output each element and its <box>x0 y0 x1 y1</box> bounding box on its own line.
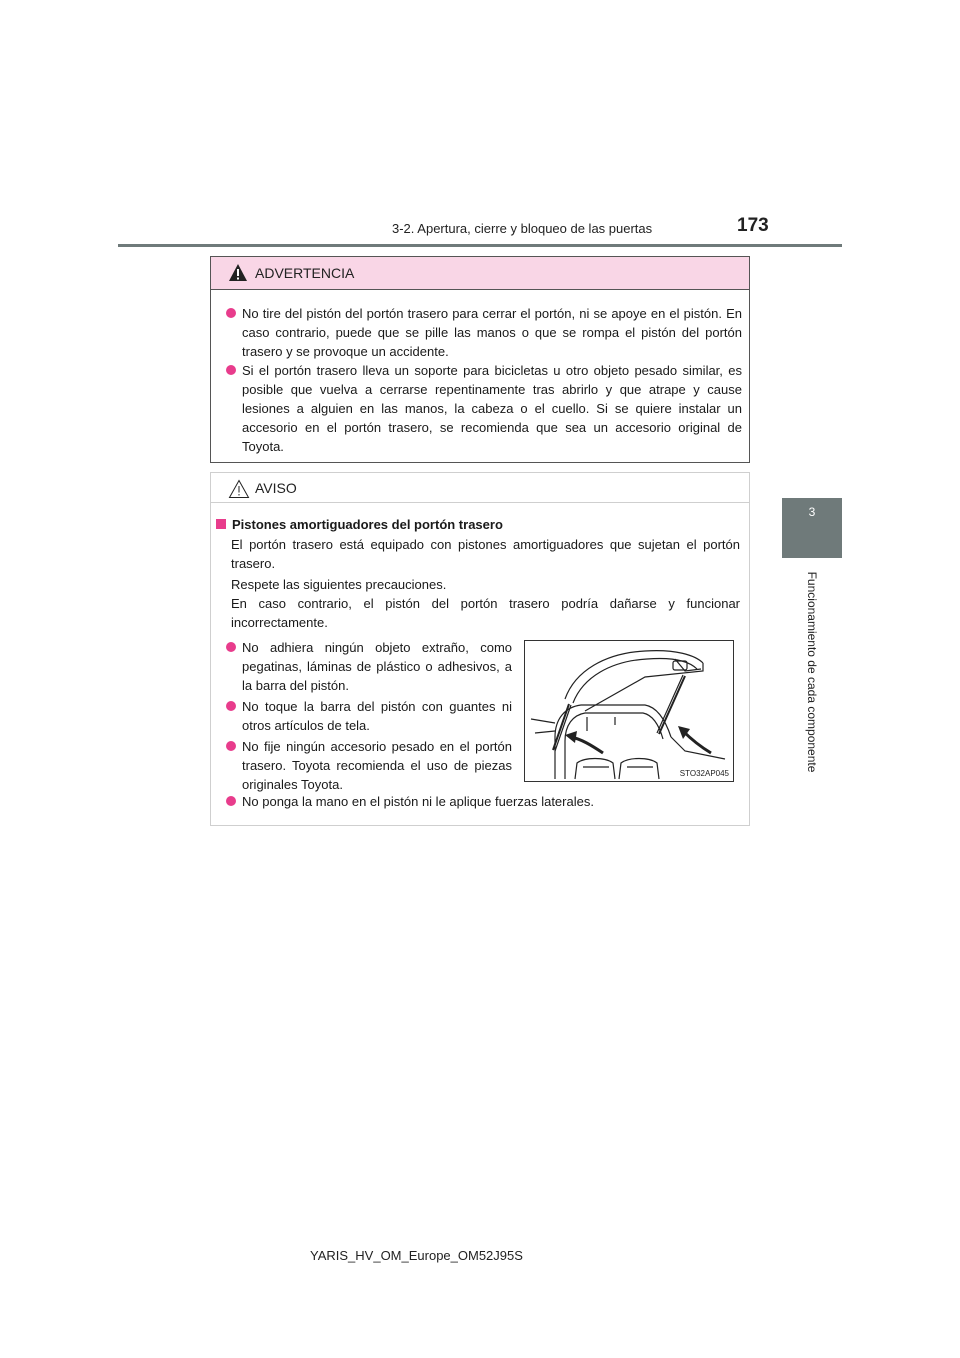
bullet-icon <box>226 308 236 318</box>
chapter-number: 3 <box>808 505 816 519</box>
notice-subheading: Pistones amortiguadores del portón trasero <box>216 515 736 534</box>
chapter-label: Funcionamiento de cada componente <box>805 571 819 773</box>
notice-item: No ponga la mano en el pistón ni le aplique fuerzas laterales. <box>226 792 736 811</box>
notice-paragraph: Respete las siguientes precauciones. <box>231 577 447 592</box>
illustration-code: STO32AP045 <box>679 769 729 778</box>
notice-header <box>211 473 749 503</box>
notice-item: No toque la barra del pistón con guantes ni otros artículos de tela. <box>226 697 512 735</box>
square-bullet-icon <box>216 519 226 529</box>
bullet-icon <box>226 642 236 652</box>
warning-item: No tire del pistón del portón trasero para cerrar el portón, ni se apoye en el pistón. En caso contrario, puede que se pille las manos o que se rompa el pistón del portón trasero y se provoque un accidente. <box>226 304 742 361</box>
document-id: YARIS_HV_OM_Europe_OM52J95S <box>310 1248 523 1263</box>
notice-item: No adhiera ningún objeto extraño, como pegatinas, láminas de plástico o adhesivos, a la barra del pistón. <box>226 638 512 695</box>
page-number: 173 <box>737 215 769 236</box>
notice-paragraph: El portón trasero está equipado con pistones amortiguadores que sujetan el portón trasero. <box>231 537 740 571</box>
bullet-icon <box>226 701 236 711</box>
warning-triangle-icon <box>228 263 248 282</box>
warning-title: ADVERTENCIA <box>255 265 355 281</box>
notice-item: No fije ningún accesorio pesado en el portón trasero. Toyota recomienda el uso de piezas originales Toyota. <box>226 737 512 794</box>
section-title: 3-2. Apertura, cierre y bloqueo de las puertas <box>392 221 653 236</box>
tailgate-illustration <box>524 640 734 782</box>
bullet-icon <box>226 796 236 806</box>
notice-title: AVISO <box>255 480 297 496</box>
tailgate-drawing <box>525 641 733 781</box>
notice-paragraph: En caso contrario, el pistón del portón trasero podría dañarse y funcionar incorrectamente. <box>231 596 740 630</box>
caution-triangle-icon <box>228 479 250 499</box>
warning-item: Si el portón trasero lleva un soporte para bicicletas u otro objeto pesado similar, es posible que vuelva a cerrarse repentinamente tras abrirlo y que atrape y cause lesiones a alguien en las manos, la cabeza o el cuello. Si se quiere instalar un accesorio en el portón trasero, se recomienda que sea un accesorio original de Toyota. <box>226 361 742 456</box>
warning-header <box>211 257 749 290</box>
bullet-icon <box>226 741 236 751</box>
header-divider <box>118 244 842 247</box>
bullet-icon <box>226 365 236 375</box>
